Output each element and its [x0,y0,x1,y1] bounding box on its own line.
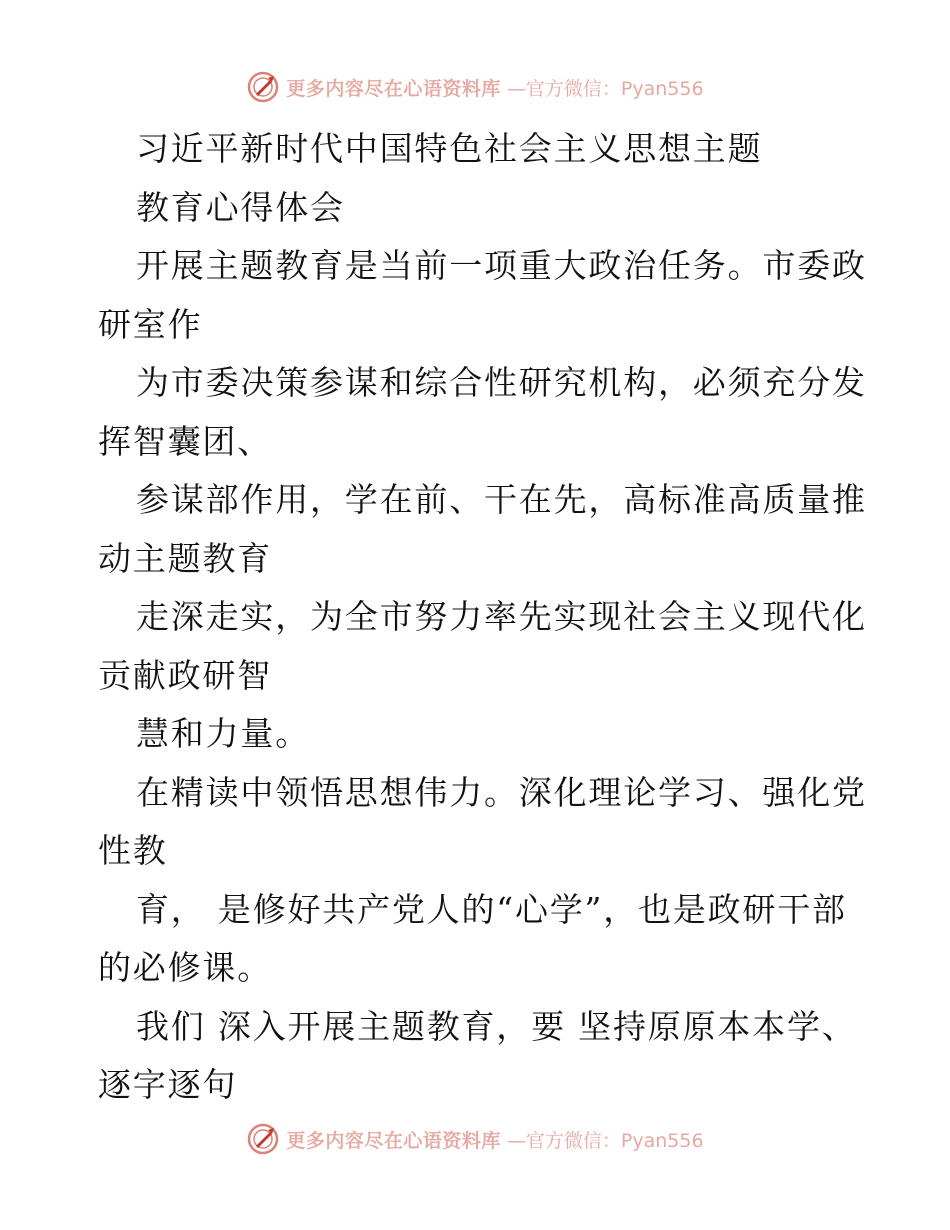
wechat-text: —官方微信：Pyan556 [506,1129,704,1152]
paragraph-line: 动主题教育 [98,538,272,578]
seal-logo-icon [246,70,280,104]
page-header-watermark [0,70,950,104]
paragraph-line: 我们 深入开展主题教育，要 坚持原原本本学、 [136,1006,857,1046]
paragraph-line: 参谋部作用，学在前、干在先，高标准高质量推 [136,480,867,519]
paragraph-line: 育， 是修好共产党人的“心学”，也是政研干部 [136,889,847,929]
paragraph-line: 贡献政研智 [98,655,272,695]
paragraph-line: 走深走实，为全市努力率先实现社会主义现代化 [136,597,867,636]
brand-text: 更多内容尽在心语资料库 [286,1129,501,1152]
seal-logo-icon [246,1122,280,1156]
title-line-1: 习近平新时代中国特色社会主义思想主题 [136,129,763,168]
document-body [98,120,867,1115]
paragraph-line: 开展主题教育是当前一项重大政治任务。市委政 [136,246,867,285]
paragraph-line: 为市委决策参谋和综合性研究机构，必须充分发 [136,363,867,402]
title-line-2: 教育心得体会 [136,187,345,227]
paragraph-line: 慧和力量。 [136,714,310,753]
paragraph-line: 逐字逐句 [98,1065,238,1104]
brand-text: 更多内容尽在心语资料库 [286,77,501,100]
paragraph-line: 研室作 [98,304,203,344]
page-footer-watermark [0,1122,950,1156]
paragraph-line: 的必修课。 [98,948,272,987]
wechat-text: —官方微信：Pyan556 [506,77,704,100]
paragraph-line: 挥智囊团、 [98,421,272,461]
paragraph-line: 性教 [98,831,168,870]
paragraph-line: 在精读中领悟思想伟力。深化理论学习、强化党 [136,772,867,812]
